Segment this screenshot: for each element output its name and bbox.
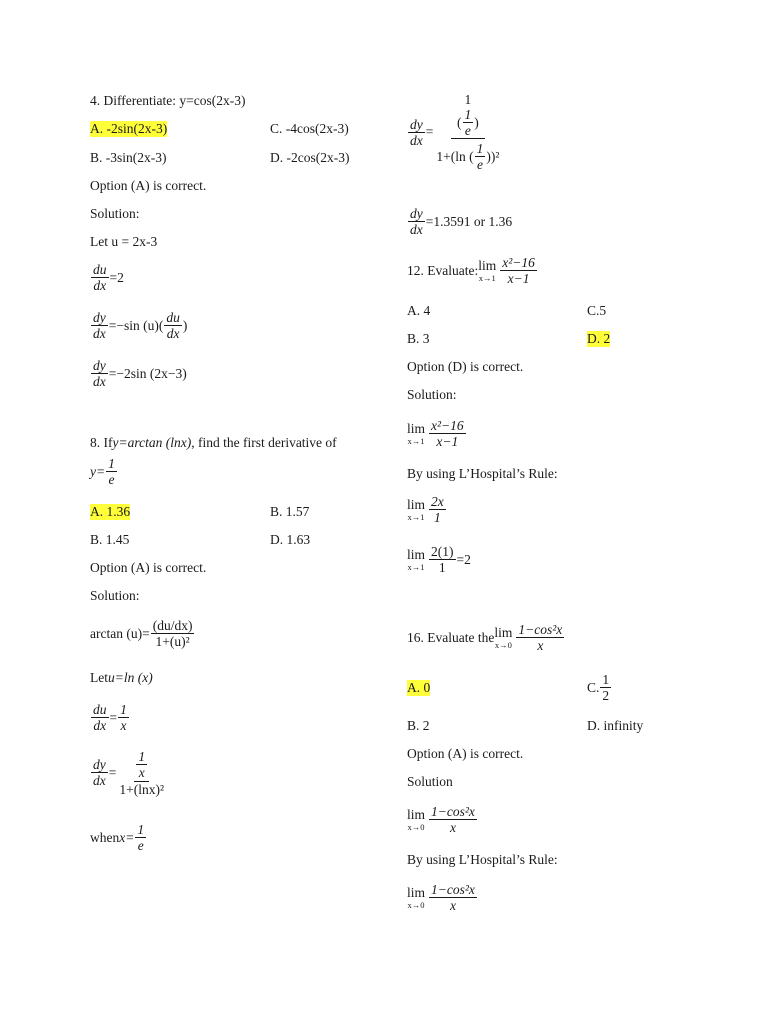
q12-limit-1: lim x→1 $\frac{\text{x²−16}}{x-1}$	[407, 418, 464, 449]
q8-let: Let u=ln (x)	[90, 670, 153, 685]
q8-option-d: D. 1.63	[270, 532, 311, 547]
q4-eq2: $\frac{dy}{dx}$ =−sin (u)( $\frac{du}{dx}$ )	[93, 310, 188, 341]
q12-option-c: C.5	[587, 303, 607, 318]
q4-let: Let u = 2x-3	[90, 234, 158, 249]
q16-limit-1: lim x→0 $\frac{\text{1−cos²x}}{x}$	[407, 804, 475, 835]
q4-option-a: A. -2sin(2x-3)	[90, 121, 168, 136]
q4-answer: Option (A) is correct.	[90, 178, 207, 193]
q8-dy-dx: $\frac{dy}{dx}$ = $\frac{\frac{1}{x}}{\text{1+(lnx)²}}$	[93, 749, 165, 797]
q12-limit-3: lim x→1 $\frac{2(1)}{1}$ =2	[407, 544, 471, 575]
q4-option-d: D. -2cos(2x-3)	[270, 150, 350, 165]
q16-option-d: D. infinity	[587, 718, 644, 733]
q4-option-c: C. -4cos(2x-3)	[270, 121, 349, 136]
q12-answer: Option (D) is correct.	[407, 359, 524, 374]
q8-answer: Option (A) is correct.	[90, 560, 207, 575]
q8-arctan-formula: arctan (u)= $\frac{(du/dx)}{\text{1+(u)²}}$	[90, 618, 193, 649]
q8-option-b-right: B. 1.57	[270, 504, 310, 519]
q12-question: 12. Evaluate: lim x→1 $\frac{\text{x²−16}}{x-1}$	[407, 255, 535, 286]
q8-option-b: B. 1.45	[90, 532, 130, 547]
q4-solution-label: Solution:	[90, 206, 140, 221]
q16-option-b: B. 2	[407, 718, 430, 733]
q8-du-dx: $\frac{du}{dx}$ = $\frac{1}{x}$	[93, 702, 127, 733]
q8-result: $\frac{dy}{dx}$ =1.3591 or 1.36	[410, 206, 513, 237]
q4-eq3: $\frac{dy}{dx}$ =−2sin (2x−3)	[93, 358, 187, 389]
q16-question: 16. Evaluate the lim x→0 $\frac{\text{1−cos²x}}{x}$	[407, 622, 563, 653]
q16-answer: Option (A) is correct.	[407, 746, 524, 761]
q8-when: when x= $\frac{1}{e}$	[90, 822, 145, 853]
q12-option-b: B. 3	[407, 331, 430, 346]
q12-rule: By using L’Hospital’s Rule:	[407, 466, 558, 481]
q16-rule: By using L’Hospital’s Rule:	[407, 852, 558, 867]
q16-limit-2: lim x→0 $\frac{\text{1−cos²x}}{x}$	[407, 882, 475, 913]
q8-question: 8. If y=arctan (lnx) , find the first derivative of	[90, 435, 337, 450]
q16-option-c: C. $\frac{1}{2}$	[587, 672, 610, 703]
q12-limit-2: lim x→1 $\frac{2x}{1}$	[407, 494, 444, 525]
q12-solution-label: Solution:	[407, 387, 457, 402]
q4-eq1: $\frac{du}{dx}$ = 2	[93, 262, 124, 293]
q16-solution-label: Solution	[407, 774, 453, 789]
q8-solution-label: Solution:	[90, 588, 140, 603]
q8-option-a: A. 1.36	[90, 504, 131, 519]
q8-y-value: y= $\frac{1}{e}$	[90, 456, 115, 487]
q12-option-d: D. 2	[587, 331, 611, 346]
q12-option-a: A. 4	[407, 303, 431, 318]
q4-option-b: B. -3sin(2x-3)	[90, 150, 167, 165]
q16-option-a: A. 0	[407, 680, 431, 695]
q4-question: 4. Differentiate: y=cos(2x-3)	[90, 93, 246, 108]
q8-substitution: $\frac{dy}{dx}$ = 1 ( $\frac{1}{e}$ ) 1+(ln ( $\frac{1}{e}$ ))²	[410, 92, 500, 172]
